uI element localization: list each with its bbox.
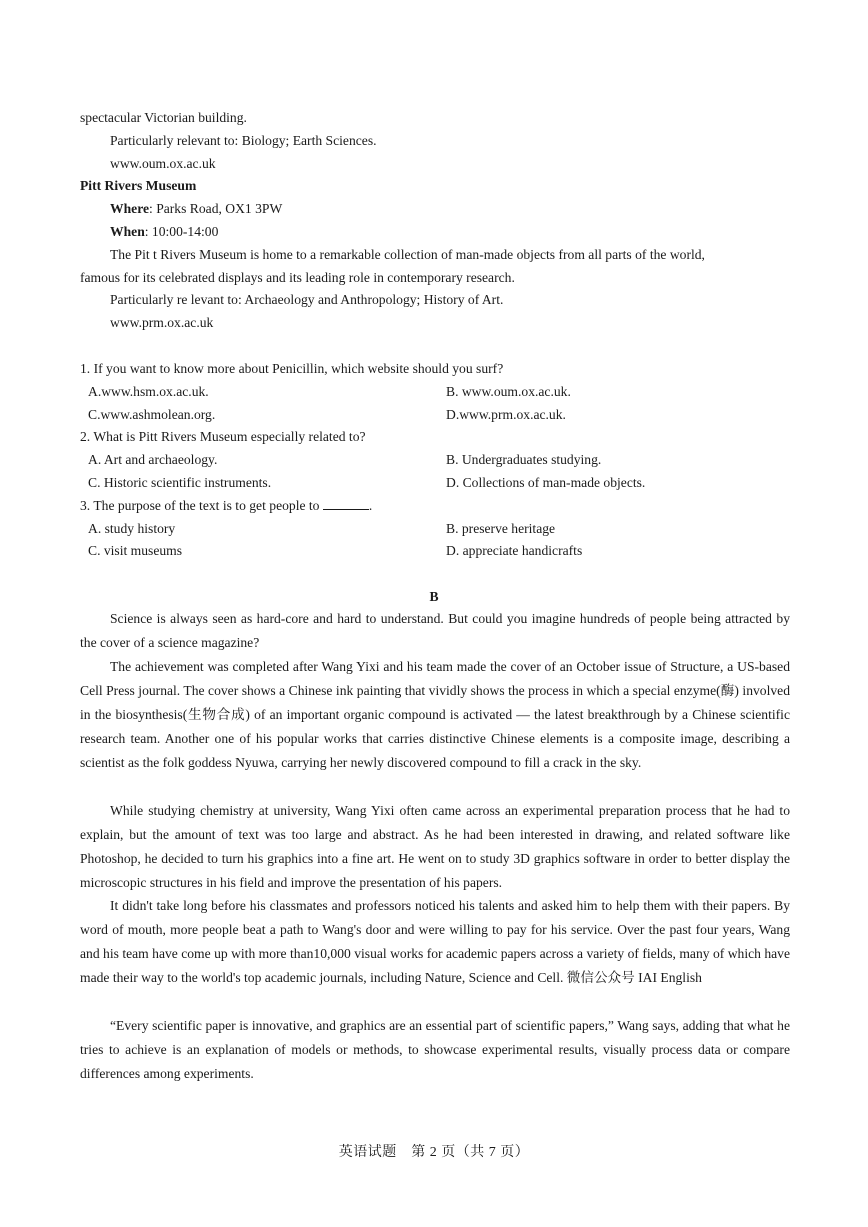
when-label: When [110,224,145,239]
when-line [110,220,790,243]
question-3 [80,494,372,517]
question-2: 2. What is Pitt Rivers Museum especially related to? [80,429,366,444]
website-url: www.prm.ox.ac.uk [110,315,214,330]
option-2d: D. Collections of man-made objects. [446,475,646,490]
option-1c: C.www.ashmolean.org. [88,407,216,422]
question-3-text: 3. The purpose of the text is to get people to [80,498,320,513]
paragraph-5: “Every scientific paper is innovative, and graphics are an essential part of scientific papers,” Wang says, adding that what he tries to achieve is an explanation of models or methods, to showcase experimental results, visually process data or compare differences among experiments. [80,1018,790,1081]
option-3d: D. appreciate handicrafts [446,543,583,558]
paragraph-1: Science is always seen as hard-core and hard to understand. But could you imagine hundreds of people being attracted by the cover of a science magazine? [80,611,790,650]
option-3c: C. visit museums [88,543,183,558]
option-1d: D.www.prm.ox.ac.uk. [446,407,566,422]
museum-heading: Pitt Rivers Museum [80,178,197,193]
when-value: : 10:00-14:00 [144,224,219,239]
website-url: www.oum.ox.ac.uk [110,156,216,171]
paragraph-2: The achievement was completed after Wang Yixi and his team made the cover of an October issue of Structure, a US-based Cell Press journal. The cover shows a Chinese ink painting that vividly shows the process in which a special enzyme(酶) involved in the biosynthesis(生物合成) of an important organic compound is activated — the latest breakthrough by a Chinese scientific research team. Another one of his popular works that carries distinctive Chinese elements is a composite image, describing a scientist as the folk goddess Nyuwa, carrying her newly discovered compound to fill a crack in the sky. [80,659,790,770]
museum-description-line-2: famous for its celebrated displays and its leading role in contemporary research. [80,270,515,285]
relevance-line: Particularly relevant to: Biology; Earth Sciences. [110,133,377,148]
paragraph-3: While studying chemistry at university, Wang Yixi often came across an experimental preparation process that he had to explain, but the amount of text was too large and abstract. As he had been interested in drawing, and related software like Photoshop, he decided to turn his graphics into a fine art. He went on to study 3D graphics software in order to better display the microscopic structures in his field and improve the presentation of his papers. [80,803,790,890]
option-3a: A. study history [88,521,176,536]
relevance-line: Particularly re levant to: Archaeology and Anthropology; History of Art. [110,292,504,307]
option-2c: C. Historic scientific instruments. [88,475,272,490]
option-3b: B. preserve heritage [446,521,556,536]
text-line: spectacular Victorian building. [80,110,247,125]
option-1a: A.www.hsm.ox.ac.uk. [88,384,209,399]
museum-description-line-1: The Pit t Rivers Museum is home to a remarkable collection of man-made objects from all parts of the world, [110,247,705,262]
answer-blank [323,495,369,510]
where-label: Where [110,201,150,216]
where-line [110,197,790,220]
section-label: B [429,589,439,604]
question-1: 1. If you want to know more about Penicillin, which website should you surf? [80,361,504,376]
option-2a: A. Art and archaeology. [88,452,218,467]
where-value: : Parks Road, OX1 3PW [149,201,283,216]
page-footer: 英语试题 第 2 页（共 7 页） [338,1145,530,1160]
paragraph-4: It didn't take long before his classmates and professors noticed his talents and asked him to help them with their papers. By word of mouth, more people beat a path to Wang's door and were willing to pay for his service. Over the past four years, Wang and his team have come up with more than10,000 visual works for academic papers across a variety of fields, many of which have made their way to the world's top academic journals, including Nature, Science and Cell. 微信公众号 IAI English [80,898,790,985]
question-3-end: . [368,498,373,513]
option-1b: B. www.oum.ox.ac.uk. [446,384,571,399]
option-2b: B. Undergraduates studying. [446,452,602,467]
